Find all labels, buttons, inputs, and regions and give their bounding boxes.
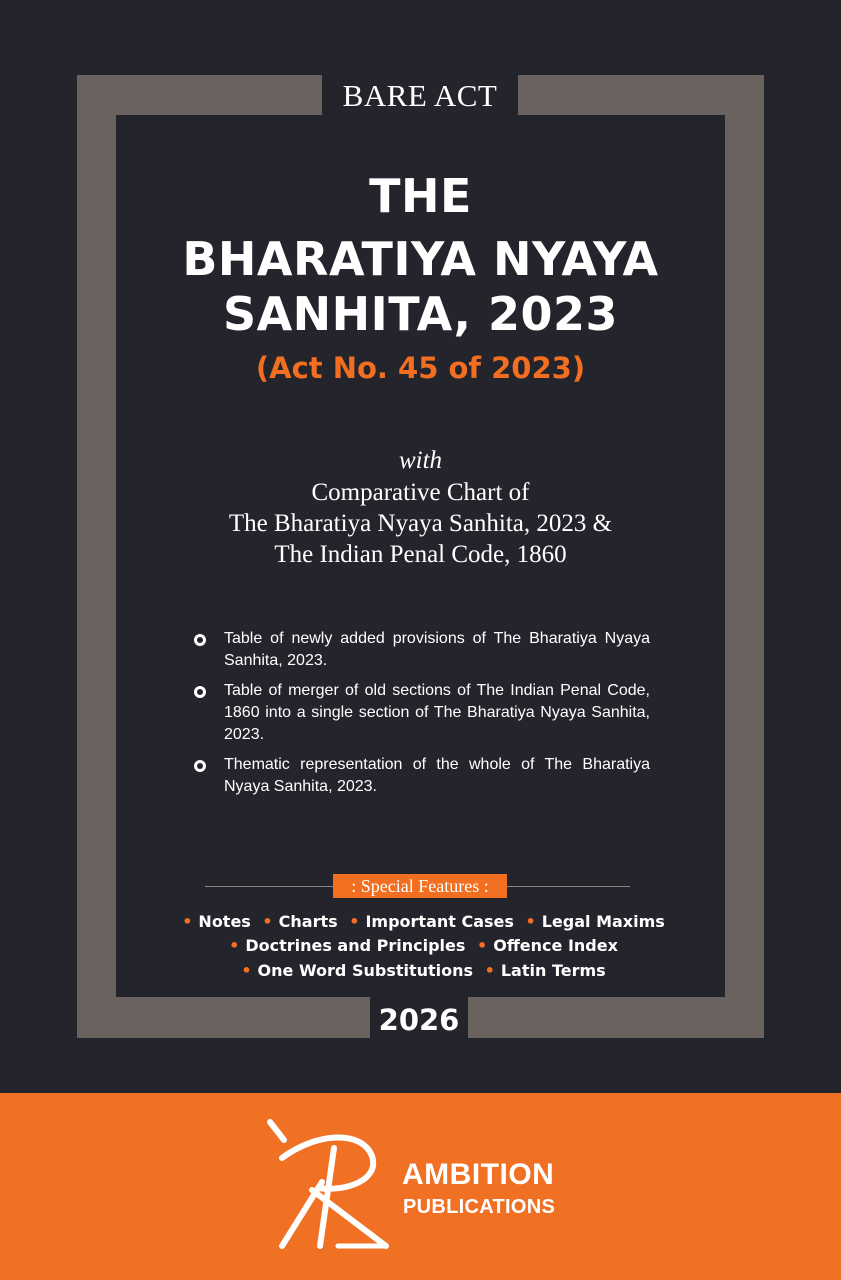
bullet-ring-icon — [194, 634, 206, 646]
bullet-ring-icon — [194, 686, 206, 698]
list-item — [190, 754, 650, 798]
feature-item: Important Cases — [365, 912, 514, 931]
title-line-1: THE — [369, 169, 472, 223]
bullet-dot-icon: • — [484, 961, 495, 980]
title-line-2: BHARATIYA NYAYA — [182, 232, 659, 286]
edition-year: 2026 — [370, 996, 468, 1044]
bullet-dot-icon: • — [241, 961, 252, 980]
contents-list — [190, 628, 650, 806]
features-row-3 — [116, 959, 725, 983]
series-tag: BARE ACT — [322, 74, 518, 118]
title-line-3: SANHITA, 2023 — [222, 287, 619, 341]
with-label: with — [398, 447, 443, 474]
publisher-name: AMBITION — [402, 1158, 555, 1191]
feature-item: One Word Substitutions — [257, 961, 474, 980]
feature-item: Latin Terms — [500, 961, 606, 980]
feature-item: Doctrines and Principles — [245, 936, 466, 955]
comparative-line-2: The Bharatiya Nyaya Sanhita, 2023 & — [228, 510, 613, 537]
list-item-text: Thematic representation of the whole of The Bharatiya Nyaya Sanhita, 2023. — [224, 756, 650, 795]
bullet-dot-icon: • — [262, 912, 273, 931]
features-row-1 — [116, 910, 725, 934]
list-item — [190, 680, 650, 746]
act-number: (Act No. 45 of 2023) — [255, 351, 586, 385]
bullet-dot-icon: • — [525, 912, 536, 931]
comparative-line-3: The Indian Penal Code, 1860 — [274, 541, 567, 568]
publisher-subname: PUBLICATIONS — [403, 1196, 556, 1218]
list-item-text: Table of newly added provisions of The Bharatiya Nyaya Sanhita, 2023. — [224, 630, 650, 669]
ambition-logo-icon — [262, 1118, 392, 1252]
special-features-label: : Special Features : — [333, 874, 507, 898]
feature-item: Notes — [198, 912, 251, 931]
features-row-2 — [116, 934, 725, 958]
bullet-dot-icon: • — [229, 936, 240, 955]
divider-left — [205, 886, 340, 887]
comparative-line-1: Comparative Chart of — [311, 479, 530, 506]
feature-item: Legal Maxims — [541, 912, 665, 931]
feature-item: Charts — [278, 912, 338, 931]
list-item — [190, 628, 650, 672]
list-item-text: Table of merger of old sections of The Indian Penal Code, 1860 into a single section of The Bharatiya Nyaya Sanhita, 2023. — [224, 682, 650, 743]
divider-right — [500, 886, 630, 887]
bullet-dot-icon: • — [477, 936, 488, 955]
feature-item: Offence Index — [493, 936, 618, 955]
bullet-ring-icon — [194, 760, 206, 772]
bullet-dot-icon: • — [182, 912, 193, 931]
bullet-dot-icon: • — [349, 912, 360, 931]
